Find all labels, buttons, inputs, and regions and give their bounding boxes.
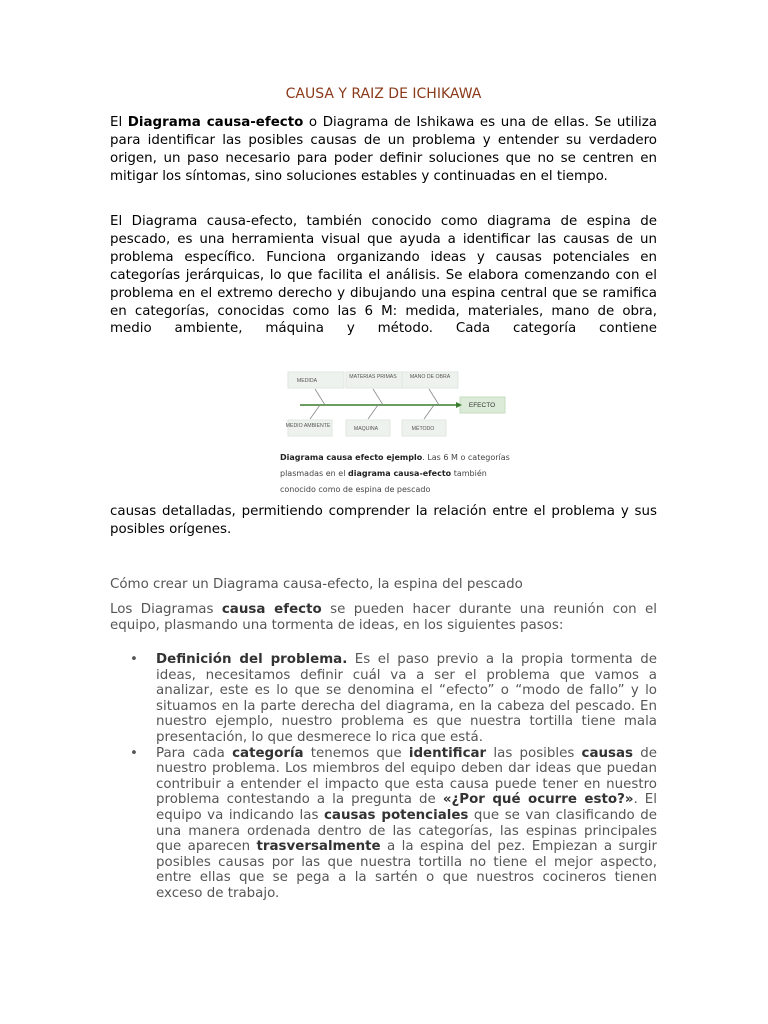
bone-2 (373, 389, 383, 405)
fishbone-diagram (280, 350, 520, 450)
label-medida: MEDIDA (296, 378, 318, 384)
step-2-t6: que se van clasificando de una manera ordenada dentro de las categorías, las espinas principales que aparecen (156, 807, 658, 855)
label-effect: EFECTO (468, 402, 496, 409)
label-mano-obra: MANO DE OBRA (409, 374, 451, 380)
caption-end: también conocido como de espina de pescado (280, 469, 487, 494)
step-2-b5: causas potenciales (323, 807, 469, 823)
bone-5 (368, 405, 378, 419)
step-2-t1: Para cada (156, 745, 233, 761)
step-2-t3: las posibles (486, 745, 582, 761)
step-1-bold: Definición del problema. (156, 652, 348, 667)
step-2-b4: «¿Por qué ocurre esto?» (442, 792, 634, 808)
steps-list (110, 652, 657, 902)
p1-pre: El (110, 115, 128, 130)
step-2-t4: de nuestro problema. Los miembros del equipo deben dar ideas que puedan contribuir a entender el impacto que esta causa puede tener en nuestro problema contestando a la pregunta de (156, 745, 657, 808)
section-heading: Cómo crear un Diagrama causa-efecto, la espina del pescado (110, 577, 523, 592)
document-title: CAUSA Y RAIZ DE ICHIKAWA (285, 86, 482, 102)
paragraph-steps-intro (110, 602, 657, 634)
caption-mid: . Las 6 M o categorías plasmadas en el (280, 453, 510, 478)
p1-bold: Diagrama causa-efecto (127, 115, 304, 130)
bullet-icon: • (130, 652, 138, 667)
step-2-t5: . El equipo va indicando las (156, 792, 657, 823)
step-2-t7: a la espina del pez. Empiezan a surgir posibles causas por las que nuestra tortilla no tiene el mejor aspecto, entre ellas que se pega a la sartén o que nuestros cocineros tienen exceso de trabajo. (156, 839, 657, 901)
step-2-t2: tenemos que (303, 745, 409, 761)
bone-6 (424, 405, 434, 419)
bullet-icon: • (130, 745, 138, 761)
bone-4 (310, 405, 320, 419)
fishbone-figure (280, 350, 520, 495)
paragraph-description: El Diagrama causa-efecto, también conocido como diagrama de espina de pescado, es una herramienta visual que ayuda a identificar las causas de un problema específico. Funciona organizando ideas y causas potenciales en categorías jerárquicas, lo que facilita el análisis. Se elabora comenzando con el problema en el extremo derecho y dibujando una espina central que se ramifica en categorías, conocidas como las 6 M: medida, materiales, mano de obra, medio ambiente, máquina y método. Cada categoría contiene (110, 214, 657, 337)
step-2-b2: identificar (408, 745, 487, 761)
p1-rest: o Diagrama de Ishikawa es una de ellas. Se utiliza para identificar las posibles causas de un problema y entender su verdadero origen, un paso necesario para poder definir soluciones que no se centren en mitigar los síntomas, sino soluciones estables y continuadas en el tiempo. (110, 115, 657, 184)
step-2-b3: causas (581, 745, 634, 761)
caption-bold-2: diagrama causa-efecto (347, 469, 452, 478)
label-materias: MATERIAS PRIMAS (349, 374, 397, 380)
caption-bold-1: Diagrama causa efecto ejemplo (280, 453, 423, 462)
label-metodo: MÉTODO (411, 426, 435, 432)
list-item (110, 652, 657, 746)
bone-3 (429, 389, 439, 405)
label-medio-ambiente: MEDIO AMBIENTE (285, 423, 331, 429)
step-2-b6: trasversalmente (256, 839, 381, 855)
list-item (110, 746, 657, 902)
step-1-text: Es el paso previo a la propia tormenta de ideas, necesitamos definir cuál va a ser el problema que vamos a analizar, este es lo que se denomina el “efecto” o “modo de fallo” y lo situamos en la parte derecha del diagrama, en la cabeza del pescado. En nuestro ejemplo, nuestro problema es que nuestra tortilla tiene mala presentación, lo que desmerece lo rica que está. (156, 652, 657, 745)
figure-caption (280, 450, 520, 498)
intro-bold: causa efecto (221, 602, 322, 617)
paragraph-continuation: causas detalladas, permitiendo comprender la relación entre el problema y sus posibles orígenes. (110, 504, 657, 537)
intro-pre: Los Diagramas (110, 602, 222, 617)
bone-1 (315, 389, 325, 405)
label-maquina: MAQUINA (353, 426, 379, 432)
step-2-b1: categoría (232, 745, 304, 761)
paragraph-intro (110, 114, 657, 186)
intro-rest: se pueden hacer durante una reunión con el equipo, plasmando una tormenta de ideas, en los siguientes pasos: (110, 602, 657, 633)
